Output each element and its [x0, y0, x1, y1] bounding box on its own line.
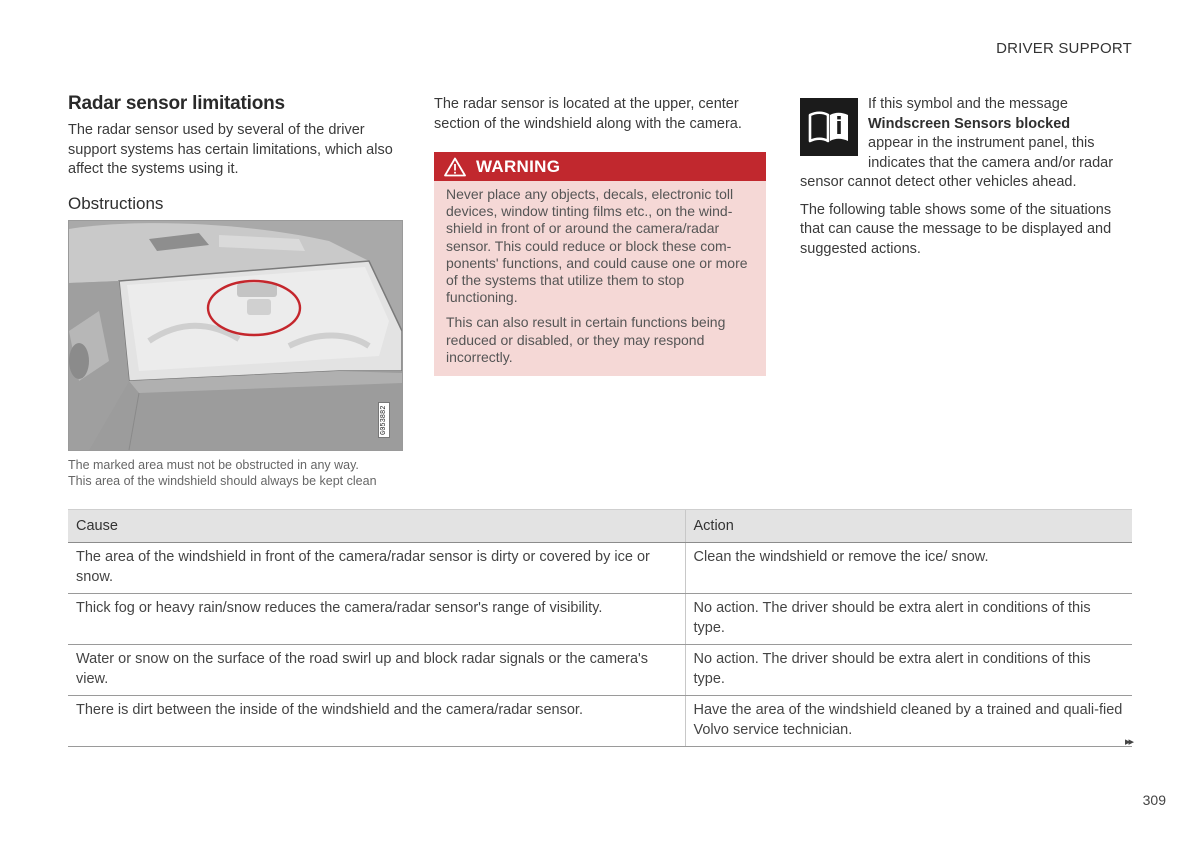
cause-action-table-wrap	[68, 509, 1132, 747]
symbol-text-pre: If this symbol and the message	[868, 96, 1068, 112]
symbol-text-post: appear in the instrument panel, this indicates that the camera and/or radar sensor cannot detect other vehicles ahead.	[800, 135, 1114, 190]
section-title: Radar sensor limitations	[68, 93, 285, 114]
cause-cell: The area of the windshield in front of the camera/radar sensor is dirty or covered by ice or snow.	[68, 543, 685, 594]
cause-column-header: Cause	[68, 510, 685, 543]
symbol-info	[800, 95, 1132, 193]
action-cell: Have the area of the windshield cleaned by a trained and quali-fied Volvo service technician.	[685, 696, 1132, 747]
warning-header	[434, 152, 766, 181]
table-row	[68, 594, 1132, 645]
windshield-illustration	[68, 220, 403, 451]
manual-info-icon	[800, 98, 858, 156]
table-header-row	[68, 510, 1132, 543]
action-cell: No action. The driver should be extra alert in conditions of this type.	[685, 594, 1132, 645]
table-row	[68, 543, 1132, 594]
warning-title: WARNING	[476, 156, 561, 176]
warning-triangle-icon	[444, 157, 466, 177]
left-column	[68, 93, 403, 490]
figure-code: G053882	[378, 402, 390, 438]
action-column-header: Action	[685, 510, 1132, 543]
cause-cell: Water or snow on the surface of the road swirl up and block radar signals or the camera's view.	[68, 645, 685, 696]
sensor-location-text: The radar sensor is located at the upper, center section of the windshield along with the camera.	[434, 96, 742, 132]
cause-cell: Thick fog or heavy rain/snow reduces the camera/radar sensor's range of visibility.	[68, 594, 685, 645]
obstructions-heading: Obstructions	[68, 193, 164, 213]
table-row	[68, 645, 1132, 696]
warning-box	[434, 152, 766, 376]
warning-body	[434, 181, 766, 376]
caption-line: This area of the windshield should always be kept clean	[68, 474, 377, 488]
right-column	[800, 95, 1132, 259]
middle-column	[434, 95, 766, 376]
cause-action-table	[68, 509, 1132, 747]
table-row	[68, 696, 1132, 747]
warning-paragraph: This can also result in certain functions being reduced or disabled, or they may respond incorrectly.	[446, 314, 726, 365]
figure-caption	[68, 457, 403, 490]
caption-line: The marked area must not be obstructed in any way.	[68, 457, 359, 472]
action-cell: Clean the windshield or remove the ice/ snow.	[685, 543, 1132, 594]
running-header: DRIVER SUPPORT	[996, 40, 1132, 57]
car-windshield-drawing	[69, 221, 402, 450]
windscreen-message: Windscreen Sensors blocked	[868, 115, 1071, 132]
cause-cell: There is dirt between the inside of the windshield and the camera/radar sensor.	[68, 696, 685, 747]
page-number: 309	[1142, 792, 1166, 808]
warning-paragraph: Never place any objects, decals, electronic toll devices, window tinting films etc., on the wind-shield in front of or around the camera/radar sensor. This could reduce or block these com-ponents' functions, and could cause one or more of the systems that utilize them to stop functioning.	[446, 186, 748, 306]
table-intro-text: The following table shows some of the situations that can cause the message to be displayed and suggested actions.	[800, 201, 1112, 257]
continued-arrow-icon: ▸▸	[1124, 736, 1132, 748]
intro-paragraph: The radar sensor used by several of the driver support systems has certain limitations, which also affect the systems using it.	[68, 122, 393, 177]
action-cell: No action. The driver should be extra alert in conditions of this type.	[685, 645, 1132, 696]
